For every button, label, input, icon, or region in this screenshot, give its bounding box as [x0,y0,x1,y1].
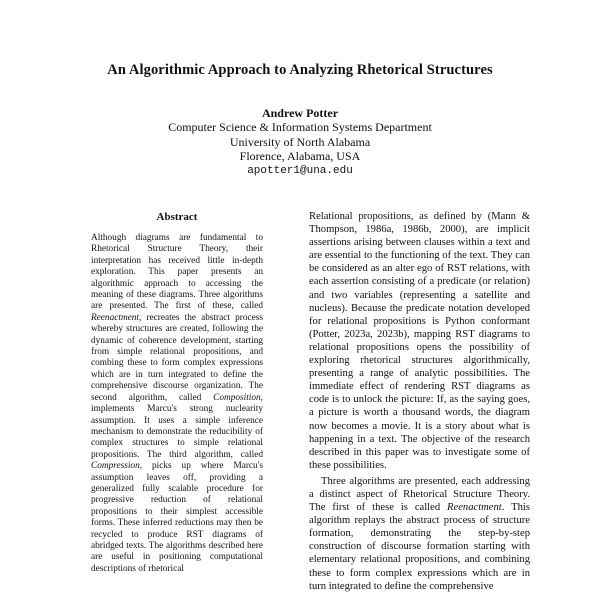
abstract-text-1: Although diagrams are fundamental to Rhetorical Structure Theory, their interpretation has received little in-depth exploration. This paper presents an algorithmic approach to accessing the meaning of these diagrams. Three algorithms are presented. The first of these, called [91,233,263,312]
author-email: apotter1@una.edu [247,164,353,177]
body-text-2a: Three algorithms are presented, each addressing a distinct aspect of Rhetorical Structure Theory. The first of these is called [309,475,530,514]
term-compression: Compression [91,461,140,472]
body-paragraph-1: Relational propositions, as defined by (Mann & Thompson, 1986a, 1986b, 2000), are implicit assertions arising between clauses within a text and are essential to the functioning of the text. They can be considered as an alter ego of RST relations, with each assertion consisting of a predicate (or relation) and two variables (representing a satellite and nucleus). Because the predicate notation developed for relational propositions is Python conformant (Potter, 2023a, 2023b), mapping RST diagrams to relational propositions opens the possibility of exploring rhetorical structures algorithmically, presenting a range of analytic possibilities. The immediate effect of rendering RST diagrams as code is to unlock the picture: If, as the saying goes, a picture is worth a thousand words, the diagram now becomes a movie. It is a story about what is happening in a text. The objective of the research described in this paper was to investigate some of these possibilities. [309,211,530,471]
author-block [0,106,600,178]
location: Florence, Alabama, USA [239,149,361,164]
abstract-text-4: , picks up where Marcu's assumption leaves off, providing a generalized fully scalable procedure for progressive reduction of relational propositions to their simplest accessible forms. These inferred reductions may then be recycled to produce RST diagrams of abridged texts. The algorithms described here are useful in positioning computational descriptions of rhetorical [91,461,263,574]
author-name: Andrew Potter [261,106,339,120]
university: University of North Alabama [229,134,371,149]
abstract-paragraph [91,233,263,575]
body-term-reenactment: Reenactment [447,502,502,514]
abstract-column [91,233,263,600]
abstract-text-3: , implements Marcu's strong nuclearity assumption. It uses a simple inference mechanism to demonstrate the reducibility of complex structures to simple relational propositions. The third algorithm, called [91,392,263,460]
term-reenactment: Reenactment [91,312,140,323]
term-composition: Composition [213,392,261,403]
abstract-heading: Abstract [156,211,198,223]
paper-title: An Algorithmic Approach to Analyzing Rhetorical Structures [107,62,493,78]
affiliation: Computer Science & Information Systems Department [168,120,432,135]
abstract-text-2: , recreates the abstract process whereby structures are created, following the dynamic of coherence development, starting from simple relational propositions, and combing these to form complex expressions which are in turn integrated to define the comprehensive discourse organization. The second algorithm, called [91,312,263,403]
body-paragraph-2 [309,475,530,593]
body-column [309,210,530,600]
body-text-2b: . This algorithm replays the abstract process of structure formation, demonstrating the step-by-step construction of discourse formation starting with elementary relational propositions, and combining these to form complex expressions which are in turn integrated to define the comprehensive [309,502,530,592]
